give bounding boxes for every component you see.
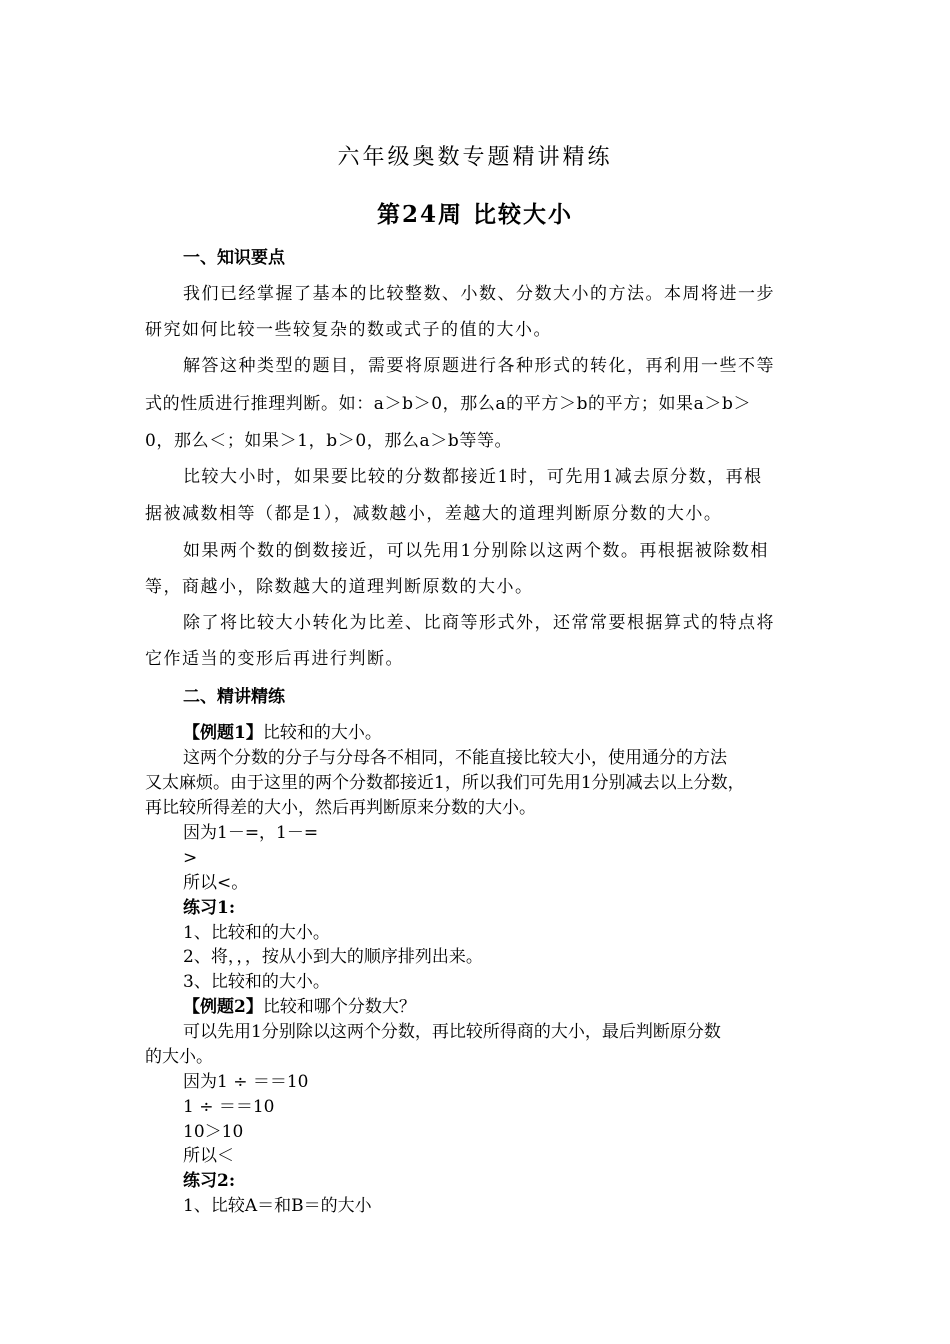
example-2-text: 10＞10 xyxy=(183,1122,244,1142)
practice-1-item: 3、比较和的大小。 xyxy=(183,972,330,992)
example-2-text: 所以＜ xyxy=(183,1146,234,1166)
example-1-text: 因为1－=，1－= xyxy=(183,823,319,843)
paragraph-line: 式的性质进行推理判断。如：a＞b＞0，那么a的平方＞b的平方；如果a＞b＞ xyxy=(145,394,752,414)
example-1-text: 所以<。 xyxy=(183,873,249,893)
paragraph-line: 除了将比较大小转化为比差、比商等形式外，还常常要根据算式的特点将 xyxy=(183,613,775,633)
example-2-question: 比较和哪个分数大？ xyxy=(262,997,416,1017)
practice-1-item: 2、将，，，按从小到大的顺序排列出来。 xyxy=(183,947,483,967)
paragraph-line: 我们已经掌握了基本的比较整数、小数、分数大小的方法。本周将进一步 xyxy=(183,284,775,304)
paragraph-line: 等，商越小，除数越大的道理判断原数的大小。 xyxy=(145,577,534,597)
paragraph-line: 0，那么＜；如果＞1，b＞0，那么a＞b等等。 xyxy=(145,431,513,451)
example-2-text: 1 ÷ ＝＝10 xyxy=(183,1097,275,1117)
practice-2-item: 1、比较A＝和B＝的大小 xyxy=(183,1196,372,1216)
example-1-label: 【例题1】 xyxy=(183,723,263,743)
example-1-text: 又太麻烦。由于这里的两个分数都接近1，所以我们可先用1分别减去以上分数， xyxy=(145,773,745,793)
practice-1-item: 1、比较和的大小。 xyxy=(183,923,330,943)
section-heading-lecture: 二、精讲精练 xyxy=(183,687,285,707)
paragraph-line: 据被减数相等（都是1），减数越小，差越大的道理判断原分数的大小。 xyxy=(145,504,723,524)
example-1-question: 比较和的大小。 xyxy=(262,723,382,743)
practice-2-heading: 练习2: xyxy=(183,1171,236,1191)
paragraph-line: 解答这种类型的题目，需要将原题进行各种形式的转化，再利用一些不等 xyxy=(183,356,775,376)
week-title: 第24周 比较大小 xyxy=(376,201,573,228)
paragraph-line: 它作适当的变形后再进行判断。 xyxy=(145,649,404,669)
paragraph-line: 研究如何比较一些较复杂的数或式子的值的大小。 xyxy=(145,320,552,340)
example-2-text: 的大小。 xyxy=(145,1047,213,1067)
example-2-text: 可以先用1分别除以这两个分数，再比较所得商的大小，最后判断原分数 xyxy=(183,1022,721,1042)
example-1-line xyxy=(183,722,382,744)
example-1-text: 这两个分数的分子与分母各不相同，不能直接比较大小，使用通分的方法 xyxy=(183,748,727,768)
section-heading-knowledge: 一、知识要点 xyxy=(183,248,285,268)
example-1-text: 再比较所得差的大小，然后再判断原来分数的大小。 xyxy=(145,798,536,818)
practice-1-heading: 练习1: xyxy=(183,898,236,918)
paragraph-line: 如果两个数的倒数接近，可以先用1分别除以这两个数。再根据被除数相 xyxy=(183,541,769,561)
paragraph-line: 比较大小时，如果要比较的分数都接近1时，可先用1减去原分数，再根 xyxy=(183,467,763,487)
document-title: 六年级奥数专题精讲精练 xyxy=(337,145,613,170)
example-2-line xyxy=(183,996,416,1018)
example-2-label: 【例题2】 xyxy=(183,997,263,1017)
example-1-text: > xyxy=(183,848,198,868)
example-2-text: 因为1 ÷ ＝＝10 xyxy=(183,1072,309,1092)
